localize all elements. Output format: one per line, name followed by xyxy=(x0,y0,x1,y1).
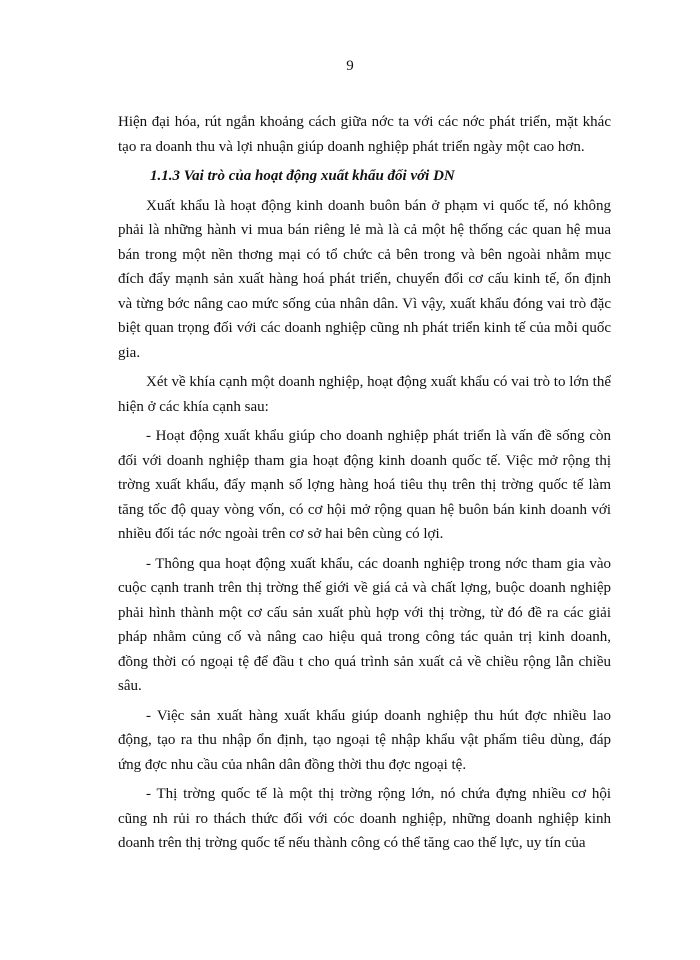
page-number: 9 xyxy=(346,58,354,74)
bullet-paragraph: - Thị trờng quốc tế là một thị trờng rộng lớn, nó chứa đựng nhiều cơ hội cũng nh rủi ro thách thức đối với cóc doanh nghiệp, những doanh nghiệp kinh doanh trên thị trờng quốc tế nếu thành công có thể tăng cao thế lực, uy tín của xyxy=(118,786,611,851)
body-paragraph: Xuất khẩu là hoạt động kinh doanh buôn bán ở phạm vi quốc tế, nó không phải là những hành vi mua bán riêng lẻ mà là cả một hệ thống các quan hệ mua bán trong một nền thơng mại có tổ chức cả bên trong và bên ngoài nhằm mục đích đẩy mạnh sản xuất hàng hoá phát triển, chuyển đổi cơ cấu kinh tế, ổn định và từng bớc nâng cao mức sống của nhân dân. Vì vậy, xuất khẩu đóng vai trò đặc biệt quan trọng đối với các doanh nghiệp cũng nh phát triển kinh tế của mỗi quốc gia. xyxy=(118,197,611,361)
bullet-paragraph: - Việc sản xuất hàng xuất khẩu giúp doanh nghiệp thu hút đợc nhiều lao động, tạo ra thu nhập ổn định, tạo ngoại tệ nhập khẩu vật phẩm tiêu dùng, đáp ứng đợc nhu cầu của nhân dân đồng thời thu đợc ngoại tệ. xyxy=(118,707,611,773)
section-heading: 1.1.3 Vai trò của hoạt động xuất khẩu đối với DN xyxy=(150,168,455,184)
document-body xyxy=(118,110,611,861)
body-paragraph: Xét về khía cạnh một doanh nghiệp, hoạt động xuất khẩu có vai trò to lớn thể hiện ở các khía cạnh sau: xyxy=(118,374,611,415)
intro-paragraph: Hiện đại hóa, rút ngắn khoảng cách giữa nớc ta với các nớc phát triển, mặt khác tạo ra doanh thu và lợi nhuận giúp doanh nghiệp phát triển ngày một cao hơn. xyxy=(118,114,611,155)
bullet-paragraph: - Hoạt động xuất khẩu giúp cho doanh nghiệp phát triển là vấn đề sống còn đối với doanh nghiệp tham gia hoạt động kinh doanh quốc tế. Việc mở rộng thị trờng xuất khẩu, đẩy mạnh số lợng hàng hoá tiêu thụ trên thị trờng quốc tế làm tăng tốc độ quay vòng vốn, có cơ hội mở rộng quan hệ buôn bán kinh doanh với nhiều đối tác nớc ngoài trên cơ sở hai bên cùng có lợi. xyxy=(118,428,611,542)
bullet-paragraph: - Thông qua hoạt động xuất khẩu, các doanh nghiệp trong nớc tham gia vào cuộc cạnh tranh trên thị trờng thế giới về giá cả và chất lợng, buộc doanh nghiệp phải hình thành một cơ cấu sản xuất phù hợp với thị trờng, từ đó đề ra các giải pháp nhằm củng cố và nâng cao hiệu quả trong công tác quản trị kinh doanh, đồng thời có ngoại tệ để đầu t cho quá trình sản xuất cả về chiều rộng lẫn chiều sâu. xyxy=(118,555,611,694)
